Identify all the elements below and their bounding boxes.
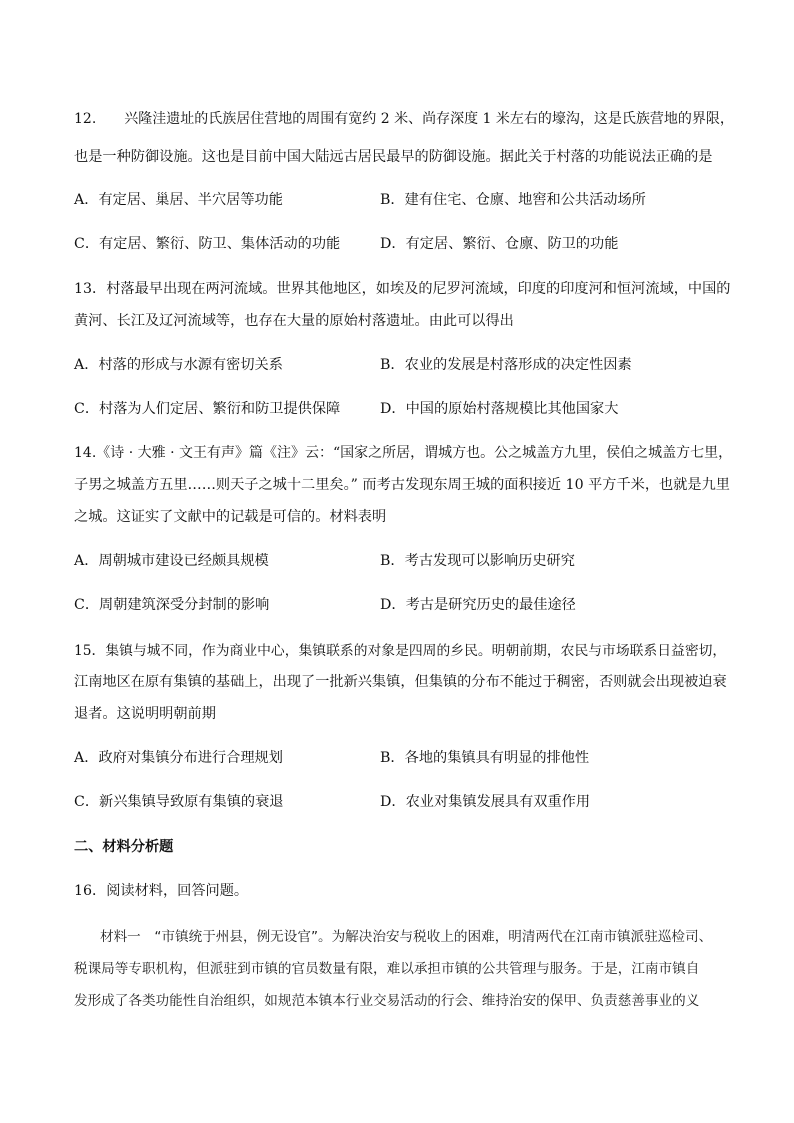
option-text: 考古是研究历史的最佳途径 bbox=[405, 597, 576, 613]
q15-option-c[interactable] bbox=[74, 791, 284, 811]
option-text: 村落的形成与水源有密切关系 bbox=[98, 357, 283, 373]
option-text: 有定居、繁衍、防卫、集体活动的功能 bbox=[99, 236, 341, 252]
q15-line-1: 15．集镇与城不同，作为商业中心，集镇联系的对象是四周的乡民。明朝前期，农民与市场联系日益密切， bbox=[74, 643, 727, 659]
option-label: B． bbox=[380, 553, 405, 569]
q13-line-1: 13．村落最早出现在两河流域。世界其他地区，如埃及的尼罗河流域，印度的印度河和恒河流域，中国的 bbox=[74, 281, 731, 297]
q16-material-line-3: 发形成了各类功能性自治组织，如规范本镇本行业交易活动的行会、维持治安的保甲、负责慈善事业的义 bbox=[74, 993, 700, 1009]
option-text: 村落为人们定居、繁衍和防卫提供保障 bbox=[99, 401, 341, 417]
q13-option-a[interactable] bbox=[74, 354, 283, 374]
option-label: D． bbox=[380, 794, 406, 810]
option-label: A． bbox=[74, 750, 99, 766]
q15-line-3: 退者。这说明明朝前期 bbox=[74, 706, 216, 722]
q13-option-c[interactable] bbox=[74, 398, 340, 418]
q15-option-d[interactable] bbox=[380, 791, 590, 811]
option-label: C． bbox=[74, 401, 100, 417]
option-text: 有定居、繁衍、仓廪、防卫的功能 bbox=[405, 236, 619, 252]
q16-stem: 16．阅读材料，回答问题。 bbox=[74, 883, 249, 899]
q16-material-line-2: 税课局等专职机构，但派驻到市镇的官员数量有限，难以承担市镇的公共管理与服务。于是，江南市镇自 bbox=[74, 961, 700, 977]
option-label: C． bbox=[74, 794, 100, 810]
option-text: 农业对集镇发展具有双重作用 bbox=[405, 794, 591, 810]
q12-option-c[interactable] bbox=[74, 233, 340, 253]
option-text: 有定居、巢居、半穴居等功能 bbox=[98, 192, 283, 208]
q15-line-2: 江南地区在原有集镇的基础上，出现了一批新兴集镇，但集镇的分布不能过于稠密，否则就会出现被迫衰 bbox=[74, 674, 727, 690]
option-text: 政府对集镇分布进行合理规划 bbox=[98, 750, 283, 766]
q14-line-2: 子男之城盖方五里……则天子之城十二里矣。” 而考古发现东周王城的面积接近 10 平方千米，也就是九里 bbox=[74, 477, 730, 493]
q15-option-b[interactable] bbox=[380, 747, 589, 767]
section-heading: 二、材料分析题 bbox=[74, 839, 174, 855]
option-label: B． bbox=[380, 357, 405, 373]
option-label: C． bbox=[74, 597, 100, 613]
q15-option-a[interactable] bbox=[74, 747, 283, 767]
q12-option-d[interactable] bbox=[380, 233, 618, 253]
q12-option-a[interactable] bbox=[74, 189, 283, 209]
option-text: 新兴集镇导致原有集镇的衰退 bbox=[99, 794, 284, 810]
q14-option-b[interactable] bbox=[380, 550, 575, 570]
q12-option-b[interactable] bbox=[380, 189, 646, 209]
q14-line-1: 14.《诗 · 大雅 · 文王有声》篇《注》云：“国家之所居，谓城方也。公之城盖方九里，侯伯之城盖方七里， bbox=[74, 445, 733, 461]
option-text: 周朝建筑深受分封制的影响 bbox=[99, 597, 270, 613]
q14-line-3: 之城。这证实了文献中的记载是可信的。材料表明 bbox=[74, 509, 387, 525]
q14-option-a[interactable] bbox=[74, 550, 269, 570]
q16-material-line-1: 材料一 “市镇统于州县，例无设官”。为解决治安与税收上的困难，明清两代在江南市镇派驻巡检司、 bbox=[100, 929, 713, 945]
option-label: A． bbox=[74, 192, 99, 208]
q12-line-1: 12. 兴隆洼遗址的氏族居住营地的周围有宽约 2 米、尚存深度 1 米左右的壕沟，这是氏族营地的界限， bbox=[74, 111, 734, 127]
q14-option-d[interactable] bbox=[380, 594, 576, 614]
option-label: D． bbox=[380, 597, 406, 613]
option-text: 各地的集镇具有明显的排他性 bbox=[404, 750, 590, 766]
option-label: A． bbox=[74, 357, 99, 373]
q13-option-b[interactable] bbox=[380, 354, 632, 374]
option-label: D． bbox=[380, 401, 406, 417]
option-text: 农业的发展是村落形成的决定性因素 bbox=[404, 357, 632, 373]
q14-option-c[interactable] bbox=[74, 594, 269, 614]
option-label: D． bbox=[380, 236, 406, 252]
option-text: 周朝城市建设已经颇具规模 bbox=[98, 553, 269, 569]
option-text: 建有住宅、仓廪、地窖和公共活动场所 bbox=[404, 192, 646, 208]
q12-line-2: 也是一种防御设施。这也是目前中国大陆远古居民最早的防御设施。据此关于村落的功能说法正确的是 bbox=[74, 149, 713, 165]
option-text: 中国的原始村落规模比其他国家大 bbox=[405, 401, 619, 417]
q13-option-d[interactable] bbox=[380, 398, 618, 418]
option-label: A． bbox=[74, 553, 99, 569]
option-label: C． bbox=[74, 236, 100, 252]
q13-line-2: 黄河、长江及辽河流域等，也存在大量的原始村落遗址。由此可以得出 bbox=[74, 313, 514, 329]
option-label: B． bbox=[380, 192, 405, 208]
option-label: B． bbox=[380, 750, 405, 766]
option-text: 考古发现可以影响历史研究 bbox=[404, 553, 575, 569]
